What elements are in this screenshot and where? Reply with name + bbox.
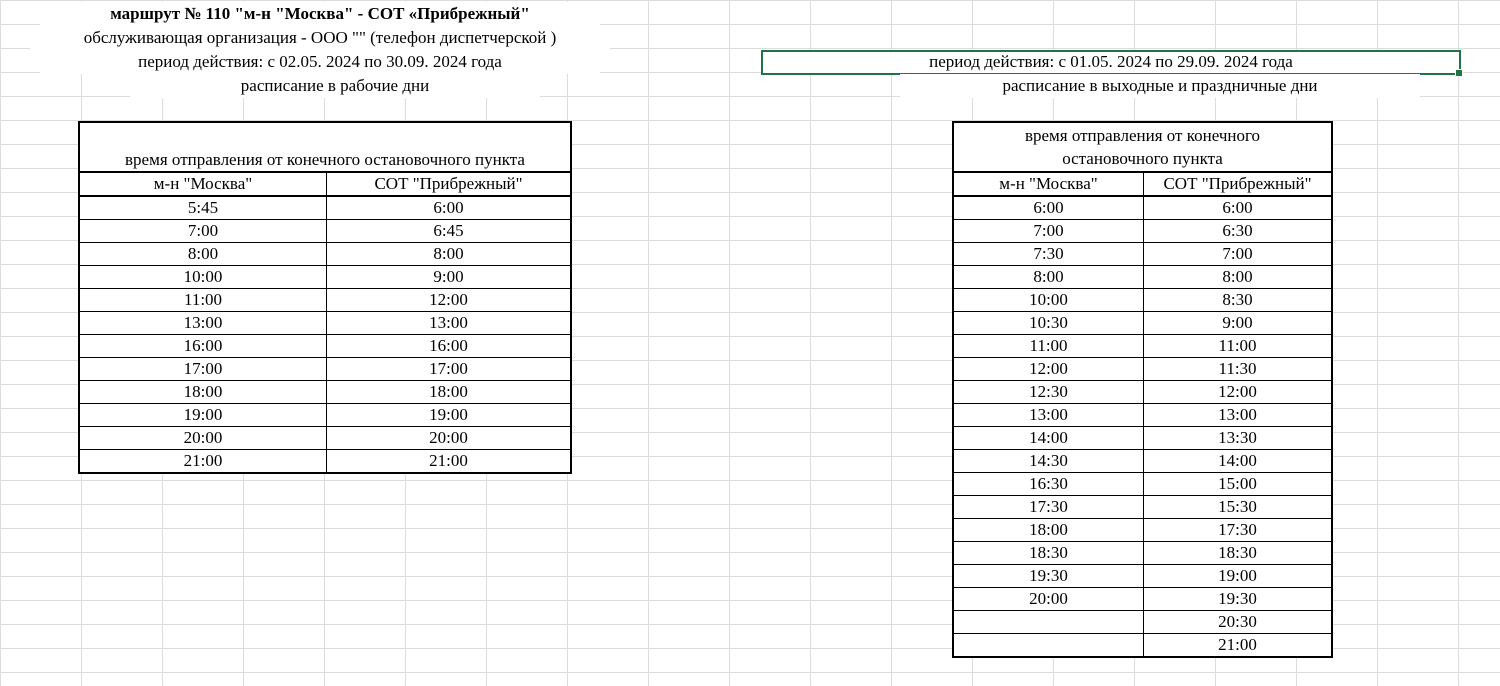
time-cell-pribrezhny[interactable]: 16:00 xyxy=(327,335,572,358)
time-cell-moskva[interactable]: 13:00 xyxy=(79,312,327,335)
time-cell-moskva[interactable]: 7:00 xyxy=(79,220,327,243)
time-cell-pribrezhny[interactable]: 8:00 xyxy=(1144,266,1333,289)
time-cell-pribrezhny[interactable]: 19:00 xyxy=(1144,565,1333,588)
weekday-period[interactable]: период действия: с 02.05. 2024 по 30.09. 2024 года xyxy=(40,50,600,74)
time-cell-pribrezhny[interactable]: 20:00 xyxy=(327,427,572,450)
time-cell-moskva[interactable]: 19:00 xyxy=(79,404,327,427)
time-cell-pribrezhny[interactable]: 8:30 xyxy=(1144,289,1333,312)
time-cell-moskva[interactable]: 18:30 xyxy=(953,542,1144,565)
time-cell-moskva[interactable]: 19:30 xyxy=(953,565,1144,588)
time-cell-moskva[interactable]: 6:00 xyxy=(953,196,1144,220)
weekday-schedule-label[interactable]: расписание в рабочие дни xyxy=(130,74,540,98)
table-row xyxy=(953,220,1332,243)
table-row xyxy=(953,381,1332,404)
time-cell-pribrezhny[interactable]: 17:30 xyxy=(1144,519,1333,542)
weekday-caption[interactable]: время отправления от конечного остановочного пункта xyxy=(79,122,571,172)
table-row xyxy=(953,588,1332,611)
table-row xyxy=(953,196,1332,220)
table-row xyxy=(953,266,1332,289)
time-cell-moskva[interactable]: 16:30 xyxy=(953,473,1144,496)
time-cell-pribrezhny[interactable]: 7:00 xyxy=(1144,243,1333,266)
table-row xyxy=(79,266,571,289)
time-cell-moskva[interactable]: 10:30 xyxy=(953,312,1144,335)
route-title[interactable]: маршрут № 110 "м-н "Москва" - СОТ «Прибрежный" xyxy=(40,2,600,26)
table-row xyxy=(79,358,571,381)
time-cell-pribrezhny[interactable]: 13:00 xyxy=(1144,404,1333,427)
time-cell-pribrezhny[interactable]: 14:00 xyxy=(1144,450,1333,473)
operator-line[interactable]: обслуживающая организация - ООО "" (телефон диспетчерской ) xyxy=(30,26,610,50)
table-row xyxy=(953,496,1332,519)
table-row xyxy=(953,312,1332,335)
table-row xyxy=(79,289,571,312)
time-cell-pribrezhny[interactable]: 12:00 xyxy=(327,289,572,312)
time-cell-moskva[interactable]: 10:00 xyxy=(79,266,327,289)
time-cell-pribrezhny[interactable]: 11:30 xyxy=(1144,358,1333,381)
time-cell-moskva[interactable]: 18:00 xyxy=(953,519,1144,542)
weekday-rows xyxy=(79,196,571,473)
time-cell-moskva[interactable]: 5:45 xyxy=(79,196,327,220)
table-row xyxy=(953,542,1332,565)
table-row xyxy=(79,196,571,220)
table-row xyxy=(953,473,1332,496)
time-cell-moskva[interactable]: 11:00 xyxy=(79,289,327,312)
time-cell-pribrezhny[interactable]: 17:00 xyxy=(327,358,572,381)
time-cell-moskva[interactable]: 20:00 xyxy=(79,427,327,450)
weekend-caption-line2: остановочного пункта xyxy=(1062,149,1223,168)
table-row xyxy=(953,404,1332,427)
table-row xyxy=(953,450,1332,473)
time-cell-pribrezhny[interactable]: 19:30 xyxy=(1144,588,1333,611)
time-cell-pribrezhny[interactable]: 21:00 xyxy=(1144,634,1333,658)
time-cell-pribrezhny[interactable]: 15:30 xyxy=(1144,496,1333,519)
time-cell-pribrezhny[interactable]: 15:00 xyxy=(1144,473,1333,496)
time-cell-pribrezhny[interactable]: 18:00 xyxy=(327,381,572,404)
table-row xyxy=(953,358,1332,381)
time-cell-moskva[interactable]: 11:00 xyxy=(953,335,1144,358)
time-cell-moskva[interactable]: 10:00 xyxy=(953,289,1144,312)
weekend-col-pribrezhny[interactable]: СОТ "Прибрежный" xyxy=(1144,172,1333,196)
time-cell-moskva[interactable] xyxy=(953,634,1144,658)
time-cell-moskva[interactable]: 17:00 xyxy=(79,358,327,381)
time-cell-pribrezhny[interactable]: 19:00 xyxy=(327,404,572,427)
weekend-rows xyxy=(953,196,1332,657)
table-row xyxy=(79,450,571,474)
time-cell-moskva[interactable]: 16:00 xyxy=(79,335,327,358)
weekend-schedule-label[interactable]: расписание в выходные и праздничные дни xyxy=(900,74,1420,98)
time-cell-pribrezhny[interactable]: 6:00 xyxy=(327,196,572,220)
table-row xyxy=(953,634,1332,658)
time-cell-moskva[interactable]: 13:00 xyxy=(953,404,1144,427)
time-cell-pribrezhny[interactable]: 12:00 xyxy=(1144,381,1333,404)
weekend-timetable xyxy=(952,121,1333,658)
time-cell-pribrezhny[interactable]: 6:30 xyxy=(1144,220,1333,243)
table-row xyxy=(953,289,1332,312)
table-row xyxy=(953,243,1332,266)
weekend-caption-line1: время отправления от конечного xyxy=(1024,126,1261,145)
time-cell-moskva[interactable]: 14:30 xyxy=(953,450,1144,473)
time-cell-moskva[interactable]: 8:00 xyxy=(953,266,1144,289)
weekday-timetable xyxy=(78,121,572,474)
table-row xyxy=(79,312,571,335)
time-cell-pribrezhny[interactable]: 13:30 xyxy=(1144,427,1333,450)
table-row xyxy=(953,335,1332,358)
time-cell-moskva[interactable]: 12:30 xyxy=(953,381,1144,404)
time-cell-pribrezhny[interactable]: 11:00 xyxy=(1144,335,1333,358)
table-row xyxy=(79,381,571,404)
time-cell-moskva[interactable]: 21:00 xyxy=(79,450,327,474)
table-row xyxy=(79,404,571,427)
time-cell-pribrezhny[interactable]: 6:45 xyxy=(327,220,572,243)
time-cell-pribrezhny[interactable]: 9:00 xyxy=(327,266,572,289)
table-row xyxy=(79,220,571,243)
weekend-col-moskva[interactable]: м-н "Москва" xyxy=(953,172,1144,196)
weekend-caption[interactable] xyxy=(953,122,1332,172)
table-row xyxy=(79,427,571,450)
time-cell-pribrezhny[interactable]: 21:00 xyxy=(327,450,572,474)
time-cell-moskva[interactable]: 18:00 xyxy=(79,381,327,404)
weekday-col-moskva[interactable]: м-н "Москва" xyxy=(79,172,327,196)
table-row xyxy=(79,243,571,266)
time-cell-moskva[interactable]: 8:00 xyxy=(79,243,327,266)
table-row xyxy=(953,427,1332,450)
time-cell-moskva[interactable]: 17:30 xyxy=(953,496,1144,519)
table-row xyxy=(953,565,1332,588)
time-cell-pribrezhny[interactable]: 18:30 xyxy=(1144,542,1333,565)
time-cell-moskva[interactable]: 12:00 xyxy=(953,358,1144,381)
time-cell-moskva[interactable]: 7:30 xyxy=(953,243,1144,266)
time-cell-moskva[interactable] xyxy=(953,611,1144,634)
time-cell-pribrezhny[interactable]: 20:30 xyxy=(1144,611,1333,634)
time-cell-pribrezhny[interactable]: 13:00 xyxy=(327,312,572,335)
table-row xyxy=(953,611,1332,634)
table-row xyxy=(79,335,571,358)
table-row xyxy=(953,519,1332,542)
time-cell-pribrezhny[interactable]: 9:00 xyxy=(1144,312,1333,335)
time-cell-moskva[interactable]: 14:00 xyxy=(953,427,1144,450)
weekday-col-pribrezhny[interactable]: СОТ "Прибрежный" xyxy=(327,172,572,196)
time-cell-pribrezhny[interactable]: 8:00 xyxy=(327,243,572,266)
selected-cell-weekend-period[interactable]: период действия: с 01.05. 2024 по 29.09. 2024 года xyxy=(761,50,1461,75)
time-cell-pribrezhny[interactable]: 6:00 xyxy=(1144,196,1333,220)
time-cell-moskva[interactable]: 20:00 xyxy=(953,588,1144,611)
time-cell-moskva[interactable]: 7:00 xyxy=(953,220,1144,243)
